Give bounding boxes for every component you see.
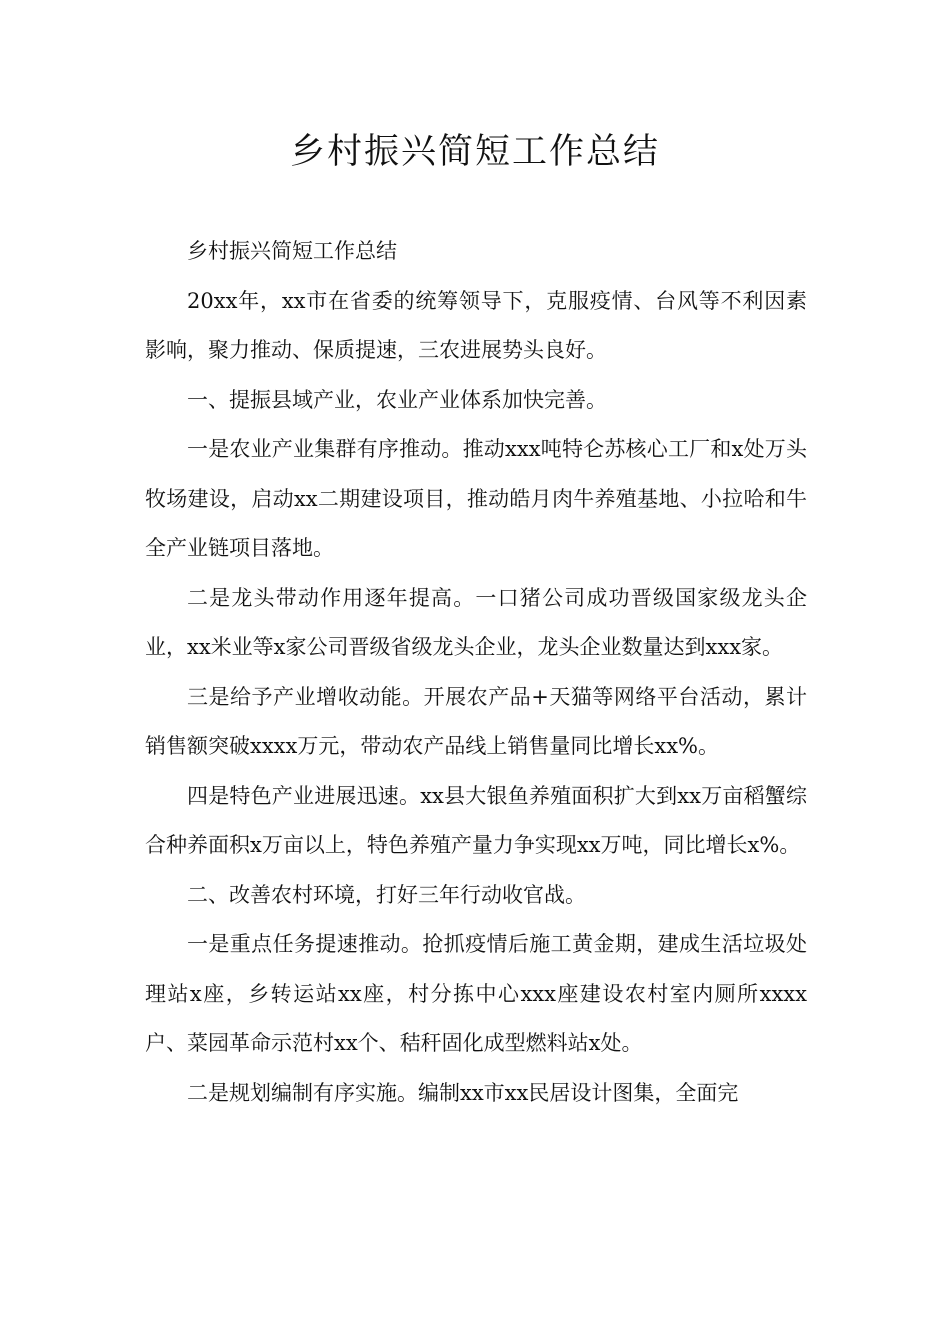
paragraph-intro: 20xx年，xx市在省委的统筹领导下，克服疫情、台风等不利因素影响，聚力推动、保质提速，三农进展势头良好。 <box>145 288 807 362</box>
paragraph-item: 四是特色产业进展迅速。xx县大银鱼养殖面积扩大到xx万亩稻蟹综合种养面积x万亩以上，特色养殖产量力争实现xx万吨，同比增长x%。 <box>145 783 807 857</box>
section-heading-1: 一、提振县域产业，农业产业体系加快完善。 <box>187 387 607 412</box>
paragraph-item: 二是龙头带动作用逐年提高。一口猪公司成功晋级国家级龙头企业，xx米业等x家公司晋级省级龙头企业，龙头企业数量达到xxx家。 <box>145 585 807 659</box>
paragraph-item: 二是规划编制有序实施。编制xx市xx民居设计图集，全面完 <box>187 1080 739 1105</box>
paragraph-item: 一是重点任务提速推动。抢抓疫情后施工黄金期，建成生活垃圾处理站x座，乡转运站xx座，村分拣中心xxx座建设农村室内厕所xxxx户、菜园革命示范村xx个、秸秆固化成型燃料站x处。 <box>145 932 807 1055</box>
paragraph-item: 三是给予产业增收动能。开展农产品+天猫等网络平台活动，累计销售额突破xxxx万元，带动农产品线上销售量同比增长xx%。 <box>145 684 807 758</box>
paragraph-subtitle: 乡村振兴简短工作总结 <box>187 239 397 263</box>
section-heading-2: 二、改善农村环境，打好三年行动收官战。 <box>187 882 586 907</box>
document-title: 乡村振兴简短工作总结 <box>289 132 660 172</box>
document-body <box>145 227 807 1118</box>
paragraph-item: 一是农业产业集群有序推动。推动xxx吨特仑苏核心工厂和x处万头牧场建设，启动xx二期建设项目，推动皓月肉牛养殖基地、小拉哈和牛全产业链项目落地。 <box>145 437 807 560</box>
